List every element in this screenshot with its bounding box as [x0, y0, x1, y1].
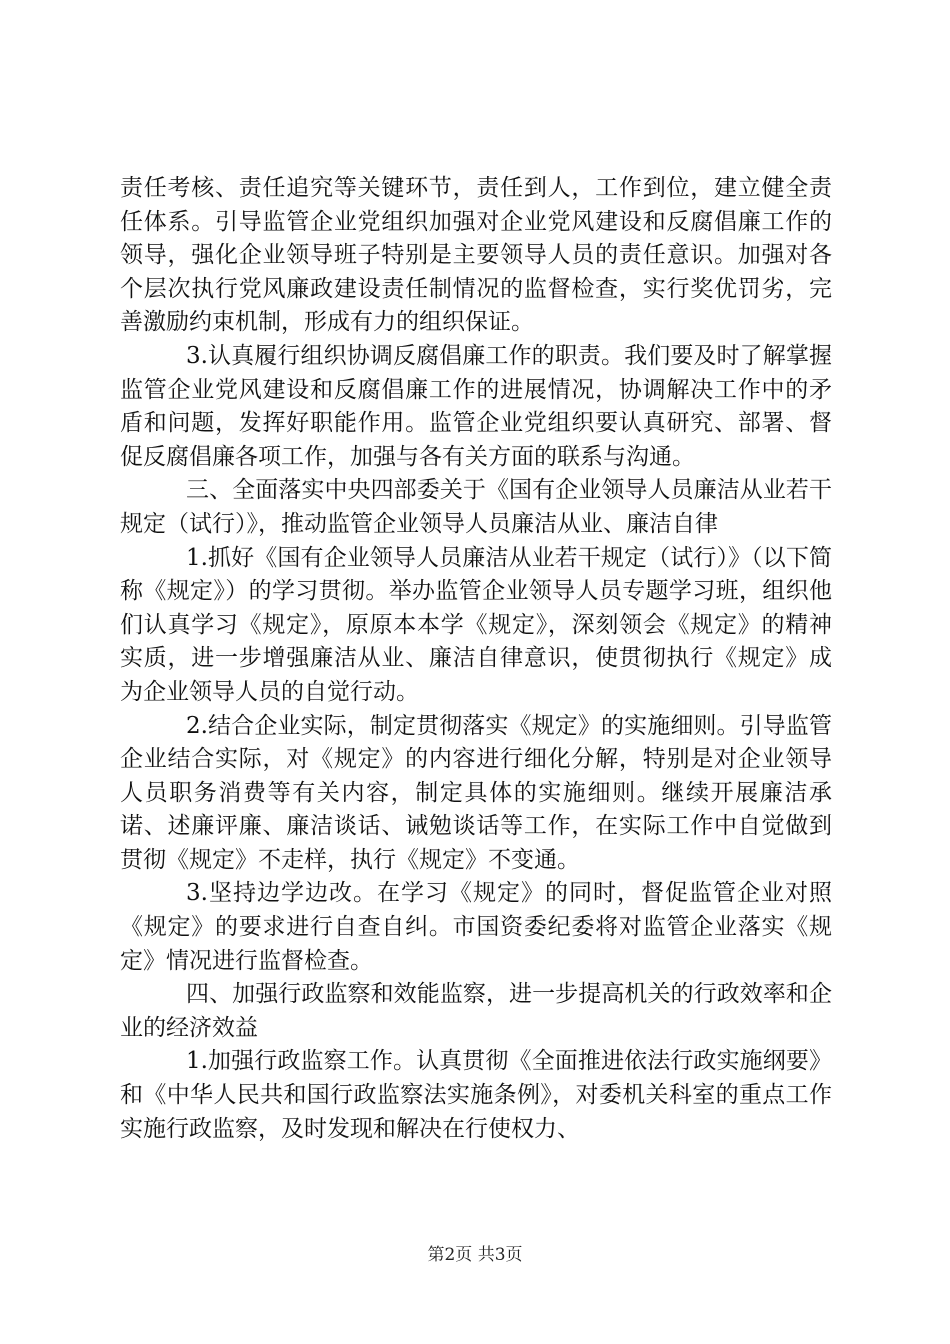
section-heading-3: 三、全面落实中央四部委关于《国有企业领导人员廉洁从业若干规定（试行）》，推动监管企业领导人员廉洁从业、廉洁自律	[120, 477, 832, 537]
document-body	[120, 172, 832, 1146]
page-number-footer: 第2页 共3页	[427, 1245, 523, 1265]
section-heading-4: 四、加强行政监察和效能监察，进一步提高机关的行政效率和企业的经济效益	[120, 981, 832, 1041]
paragraph-5: 2.结合企业实际，制定贯彻落实《规定》的实施细则。引导监管企业结合实际，对《规定》的内容进行细化分解，特别是对企业领导人员职务消费等有关内容，制定具体的实施细则。继续开展廉洁承诺、述廉评廉、廉洁谈话、诫勉谈话等工作，在实际工作中自觉做到贯彻《规定》不走样，执行《规定》不变通。	[120, 712, 832, 873]
paragraph-6: 3.坚持边学边改。在学习《规定》的同时，督促监管企业对照《规定》的要求进行自查自纠。市国资委纪委将对监管企业落实《规定》情况进行监督检查。	[120, 880, 832, 974]
paragraph-4: 1.抓好《国有企业领导人员廉洁从业若干规定（试行）》（以下简称《规定》）的学习贯彻。举办监管企业领导人员专题学习班，组织他们认真学习《规定》，原原本本学《规定》，深刻领会《规定》的精神实质，进一步增强廉洁从业、廉洁自律意识，使贯彻执行《规定》成为企业领导人员的自觉行动。	[120, 544, 832, 705]
paragraph-1: 责任考核、责任追究等关键环节，责任到人，工作到位，建立健全责任体系。引导监管企业党组织加强对企业党风建设和反腐倡廉工作的领导，强化企业领导班子特别是主要领导人员的责任意识。加强对各个层次执行党风廉政建设责任制情况的监督检查，实行奖优罚劣，完善激励约束机制，形成有力的组织保证。	[120, 175, 832, 336]
paragraph-2: 3.认真履行组织协调反腐倡廉工作的职责。我们要及时了解掌握监管企业党风建设和反腐倡廉工作的进展情况，协调解决工作中的矛盾和问题，发挥好职能作用。监管企业党组织要认真研究、部署、督促反腐倡廉各项工作，加强与各有关方面的联系与沟通。	[120, 342, 832, 470]
paragraph-8: 1.加强行政监察工作。认真贯彻《全面推进依法行政实施纲要》和《中华人民共和国行政监察法实施条例》，对委机关科室的重点工作实施行政监察，及时发现和解决在行使权力、	[120, 1048, 832, 1142]
